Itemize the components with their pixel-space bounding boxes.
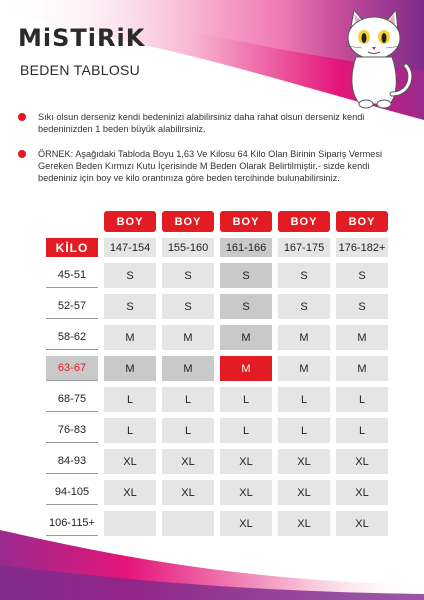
page-title: BEDEN TABLOSU [20,62,141,78]
size-cell: L [278,387,330,412]
weight-range: 58-62 [46,325,98,350]
size-cell: M [220,325,272,350]
red-bullet-icon [18,113,26,121]
size-cell: S [278,263,330,288]
size-cell: XL [220,449,272,474]
size-cell: M [162,356,214,381]
size-cell: S [336,294,388,319]
size-cell: S [278,294,330,319]
weight-range: 68-75 [46,387,98,412]
boy-label: BOY [104,211,156,232]
size-cell: XL [104,480,156,505]
size-cell: S [104,294,156,319]
weight-range: 63-67 [46,356,98,381]
height-range: 167-175 [278,238,330,257]
weight-range: 52-57 [46,294,98,319]
size-cell: XL [278,480,330,505]
size-cell: L [104,387,156,412]
red-bullet-icon [18,150,26,158]
height-range: 176-182+ [336,238,388,257]
size-cell: XL [220,511,272,536]
size-cell: L [336,387,388,412]
size-cell: XL [104,449,156,474]
size-cell: XL [336,511,388,536]
note-example [38,148,402,184]
size-cell: S [220,263,272,288]
table-row [46,480,388,505]
size-cell: S [162,263,214,288]
size-cell: XL [278,449,330,474]
weight-range: 45-51 [46,263,98,288]
cat-mascot-icon [332,2,416,110]
size-cell-selected: M [220,356,272,381]
height-range: 155-160 [162,238,214,257]
size-cell: L [162,387,214,412]
boy-label: BOY [162,211,214,232]
size-cell [104,511,156,536]
size-chart-table [40,205,394,542]
size-cell: XL [162,480,214,505]
size-cell: XL [278,511,330,536]
size-cell: S [220,294,272,319]
note-fit-advice [38,111,402,135]
weight-range: 76-83 [46,418,98,443]
size-cell: L [278,418,330,443]
table-row [46,511,388,536]
size-cell: S [162,294,214,319]
note-text: Sıkı olsun derseniz kendi bedeninizi alabilirsiniz daha rahat olsun derseniz kendi bedeninizden 1 beden büyük alabilirsiniz. [38,112,365,134]
size-cell: XL [220,480,272,505]
weight-range: 94-105 [46,480,98,505]
size-cell: M [104,356,156,381]
size-cell: L [162,418,214,443]
size-cell: L [220,387,272,412]
height-range-row [46,238,388,257]
size-cell: L [104,418,156,443]
size-cell: S [336,263,388,288]
boy-label: BOY [336,211,388,232]
size-cell [162,511,214,536]
boy-header-row [46,211,388,232]
size-cell: S [104,263,156,288]
height-range: 161-166 [220,238,272,257]
size-cell: XL [162,449,214,474]
brand-logo: MiSTiRiK [18,24,146,52]
boy-label: BOY [278,211,330,232]
note-text: ÖRNEK: Aşağıdaki Tabloda Boyu 1,63 Ve Kilosu 64 Kilo Olan Birinin Sipariş Vermesi Gereken Beden Kırmızı Kutu İçerisinde M Beden Olarak Belirtilmiştir.- sizde kendi bedeniniz için boy ve kilo orantınıza göre beden tercihinde bulunabilirsiniz. [38,149,383,183]
size-cell: XL [336,449,388,474]
size-cell: XL [336,480,388,505]
table-row [46,387,388,412]
size-cell: L [336,418,388,443]
height-range: 147-154 [104,238,156,257]
size-cell: M [162,325,214,350]
boy-label: BOY [220,211,272,232]
corner-cell [46,211,98,232]
kilo-label: KİLO [46,238,98,257]
size-cell: M [336,356,388,381]
size-cell: M [336,325,388,350]
size-cell: M [278,356,330,381]
size-cell: M [104,325,156,350]
table-row [46,294,388,319]
table-row-highlighted [46,356,388,381]
weight-range: 106-115+ [46,511,98,536]
size-cell: M [278,325,330,350]
table-row [46,325,388,350]
table-row [46,418,388,443]
size-cell: L [220,418,272,443]
weight-range: 84-93 [46,449,98,474]
table-row [46,449,388,474]
table-row [46,263,388,288]
